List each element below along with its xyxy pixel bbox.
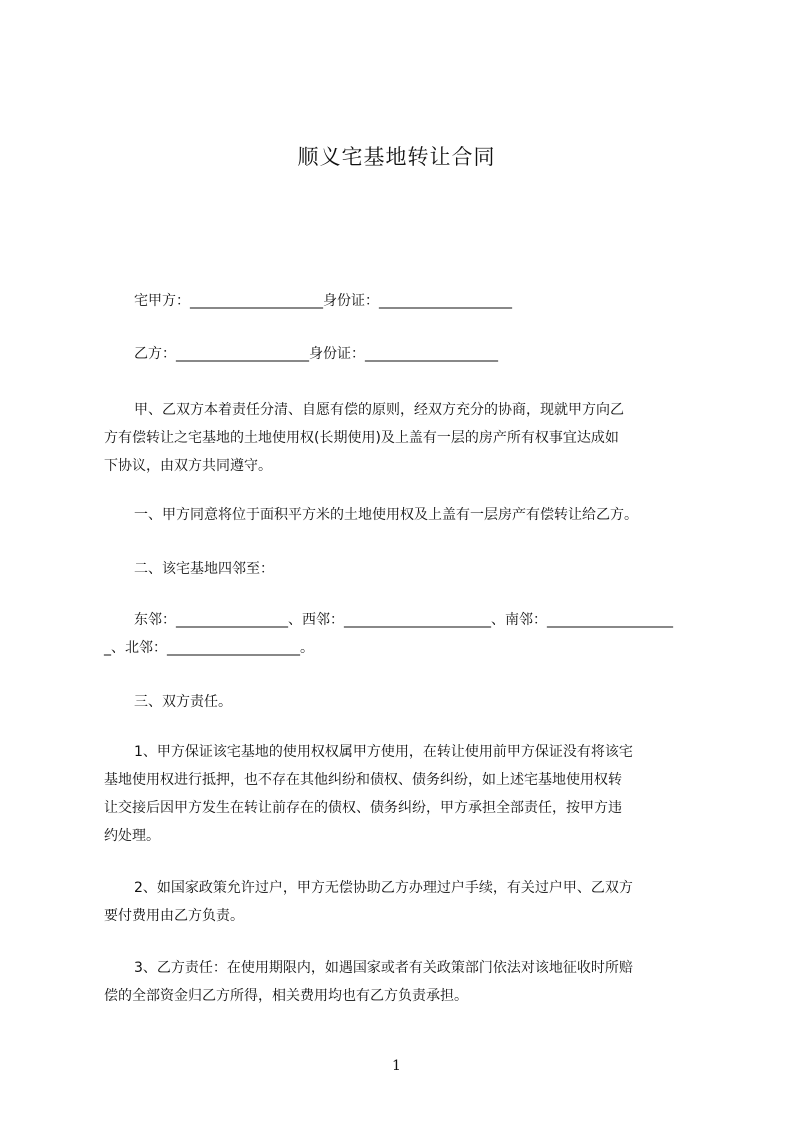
duty-3-line: 3、乙方责任：在使用期限内，如遇国家或者有关政策部门依法对该地征收时所赔: [134, 960, 633, 976]
neighbors-line: 东邻：________________、西邻：_____________________、南邻：__________________: [134, 612, 673, 628]
document-title: 顺义宅基地转让合同: [297, 145, 496, 169]
party-a-line: 宅甲方：___________________身份证：___________________: [134, 293, 512, 309]
duty-2-line: 2、如国家政策允许过户，甲方无偿协助乙方办理过户手续，有关过户甲、乙双方: [134, 880, 633, 896]
duty-1-line: 1、甲方保证该宅基地的使用权权属甲方使用，在转让使用前甲方保证没有将该宅: [134, 744, 633, 760]
intro-line: 甲、乙双方本着责任分清、自愿有偿的原则，经双方充分的协商，现就甲方向乙: [134, 402, 624, 418]
duty-3-paragraph: [104, 954, 710, 1010]
clause-2-heading: 二、该宅基地四邻至：: [134, 561, 274, 577]
clause-3-heading: 三、双方责任。: [134, 694, 232, 710]
neighbors-line: _、北邻：___________________。: [104, 640, 314, 656]
duty-1-line: 约处理。: [104, 828, 160, 844]
duty-2-paragraph: [104, 874, 710, 930]
duty-1-paragraph: [104, 738, 710, 850]
intro-line: 方有偿转让之宅基地的土地使用权(长期使用)及上盖有一层的房产所有权事宜达成如: [104, 430, 619, 446]
duty-2-line: 要付费用由乙方负责。: [104, 908, 244, 924]
page-number: 1: [392, 1058, 401, 1074]
clause-1: 一、甲方同意将位于面积平方米的土地使用权及上盖有一层房产有偿转让给乙方。: [134, 507, 638, 523]
neighbors-paragraph: [104, 606, 710, 662]
duty-3-line: 偿的全部资金归乙方所得，相关费用均也有乙方负责承担。: [104, 988, 468, 1004]
intro-line: 下协议，由双方共同遵守。: [104, 458, 272, 474]
duty-1-line: 基地使用权进行抵押，也不存在其他纠纷和债权、债务纠纷，如上述宅基地使用权转: [104, 772, 622, 788]
party-b-line: 乙方：___________________身份证：___________________: [134, 346, 498, 362]
duty-1-line: 让交接后因甲方发生在转让前存在的债权、债务纠纷，甲方承担全部责任，按甲方违: [104, 800, 622, 816]
intro-paragraph: [104, 396, 710, 480]
